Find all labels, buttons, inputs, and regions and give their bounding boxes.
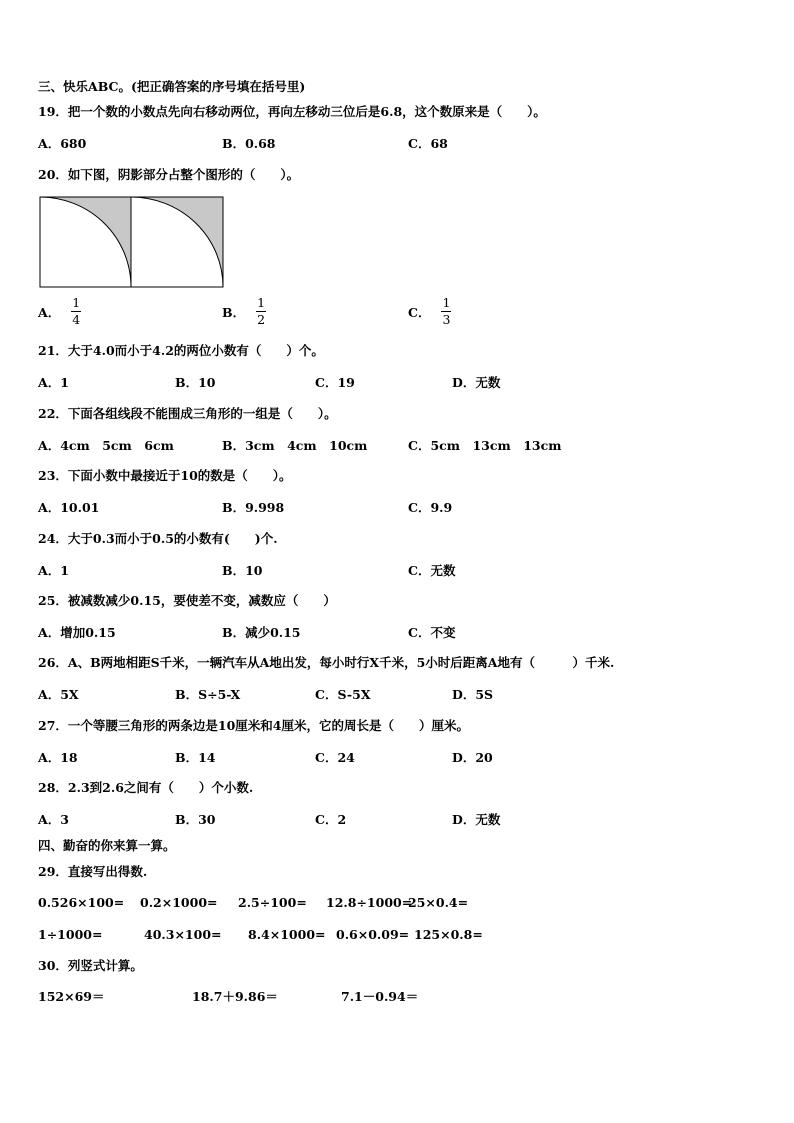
q29-row1-item4: 12.8÷1000= — [326, 895, 413, 910]
q28-text: 28．2.3到2.6之间有（ ）个小数. — [38, 780, 254, 795]
q20-option-c-fraction — [440, 296, 452, 327]
q21-option-a[interactable]: A．1 — [38, 375, 69, 390]
q26-option-b[interactable]: B．S÷5-X — [175, 687, 241, 702]
q24-option-a[interactable]: A．1 — [38, 563, 69, 578]
q30-item3: 7.1－0.94＝ — [341, 989, 419, 1004]
q27-option-d[interactable]: D．20 — [452, 750, 493, 765]
q29-row1-item3: 2.5÷100= — [238, 895, 307, 910]
q29-row2-item3: 8.4×1000= — [248, 927, 326, 942]
q22-option-c[interactable]: C．5cm 13cm 13cm — [408, 438, 562, 453]
q20-option-a-numerator: 1 — [72, 295, 81, 310]
q27-option-c[interactable]: C．24 — [315, 750, 355, 765]
q21-option-b[interactable]: B．10 — [175, 375, 216, 390]
q20-option-c-numerator: 1 — [442, 295, 451, 310]
section4-title: 四、勤奋的你来算一算。 — [38, 838, 176, 853]
q20-option-a[interactable] — [38, 296, 82, 327]
q24-option-c[interactable]: C．无数 — [408, 563, 456, 578]
q20-option-b-label: B． — [222, 304, 246, 320]
section3-title: 三、快乐ABC。(把正确答案的序号填在括号里) — [38, 79, 306, 94]
q22-option-a[interactable]: A．4cm 5cm 6cm — [38, 438, 174, 453]
q20-option-c-denominator: 3 — [442, 312, 451, 327]
q20-text: 20．如下图，阴影部分占整个图形的（ ）。 — [38, 167, 300, 182]
q19-option-a[interactable]: A．680 — [38, 136, 87, 151]
q27-text: 27．一个等腰三角形的两条边是10厘米和4厘米，它的周长是（ ）厘米。 — [38, 718, 469, 733]
q22-option-b[interactable]: B．3cm 4cm 10cm — [222, 438, 368, 453]
q19-text: 19．把一个数的小数点先向右移动两位，再向左移动三位后是6.8，这个数原来是（ ）。 — [38, 104, 546, 119]
q23-option-b[interactable]: B．9.998 — [222, 500, 285, 515]
q25-text: 25．被减数减少0.15，要使差不变，减数应（ ） — [38, 593, 336, 608]
q20-option-b-denominator: 2 — [257, 312, 266, 327]
q25-option-c[interactable]: C．不变 — [408, 625, 456, 640]
q28-option-a[interactable]: A．3 — [38, 812, 69, 827]
q29-row2-item2: 40.3×100= — [144, 927, 222, 942]
q30-text: 30．列竖式计算。 — [38, 958, 143, 973]
q28-option-d[interactable]: D．无数 — [452, 812, 501, 827]
q30-item1: 152×69＝ — [38, 989, 105, 1004]
q25-option-a[interactable]: A．增加0.15 — [38, 625, 116, 640]
q27-option-b[interactable]: B．14 — [175, 750, 216, 765]
q21-text: 21．大于4.0而小于4.2的两位小数有（ ）个。 — [38, 343, 324, 358]
q20-option-b-fraction — [255, 296, 267, 327]
q21-option-d[interactable]: D．无数 — [452, 375, 501, 390]
q22-text: 22．下面各组线段不能围成三角形的一组是（ ）。 — [38, 406, 337, 421]
q20-option-b[interactable] — [222, 296, 267, 327]
q21-option-c[interactable]: C．19 — [315, 375, 355, 390]
q29-row2-item1: 1÷1000= — [38, 927, 103, 942]
q19-option-c[interactable]: C．68 — [408, 136, 448, 151]
q20-option-a-label: A． — [38, 304, 61, 320]
q27-option-a[interactable]: A．18 — [38, 750, 78, 765]
q28-option-b[interactable]: B．30 — [175, 812, 216, 827]
q24-text: 24．大于0.3而小于0.5的小数有( )个. — [38, 531, 278, 546]
q29-row1-item5: 25×0.4= — [408, 895, 469, 910]
q29-row2-item4: 0.6×0.09= — [336, 927, 410, 942]
q29-row2-item5: 125×0.8= — [414, 927, 483, 942]
q29-row1-item1: 0.526×100= — [38, 895, 125, 910]
q20-figure — [39, 196, 225, 288]
q28-option-c[interactable]: C．2 — [315, 812, 347, 827]
q19-option-b[interactable]: B．0.68 — [222, 136, 276, 151]
q23-option-c[interactable]: C．9.9 — [408, 500, 453, 515]
q23-text: 23．下面小数中最接近于10的数是（ ）。 — [38, 468, 292, 483]
q20-option-a-fraction — [70, 296, 82, 327]
q26-option-d[interactable]: D．5S — [452, 687, 494, 702]
q20-option-c-label: C． — [408, 304, 431, 320]
q20-option-b-numerator: 1 — [257, 295, 266, 310]
q25-option-b[interactable]: B．减少0.15 — [222, 625, 301, 640]
q26-option-c[interactable]: C．S-5X — [315, 687, 371, 702]
q26-text: 26．A、B两地相距S千米，一辆汽车从A地出发，每小时行X千米，5小时后距离A地有（ ）千米. — [38, 655, 615, 670]
q29-text: 29．直接写出得数. — [38, 864, 148, 879]
q30-item2: 18.7＋9.86＝ — [192, 989, 278, 1004]
q26-option-a[interactable]: A．5X — [38, 687, 79, 702]
q24-option-b[interactable]: B．10 — [222, 563, 263, 578]
q20-option-a-denominator: 4 — [72, 312, 81, 327]
q23-option-a[interactable]: A．10.01 — [38, 500, 100, 515]
q29-row1-item2: 0.2×1000= — [140, 895, 218, 910]
q20-option-c[interactable] — [408, 296, 452, 327]
